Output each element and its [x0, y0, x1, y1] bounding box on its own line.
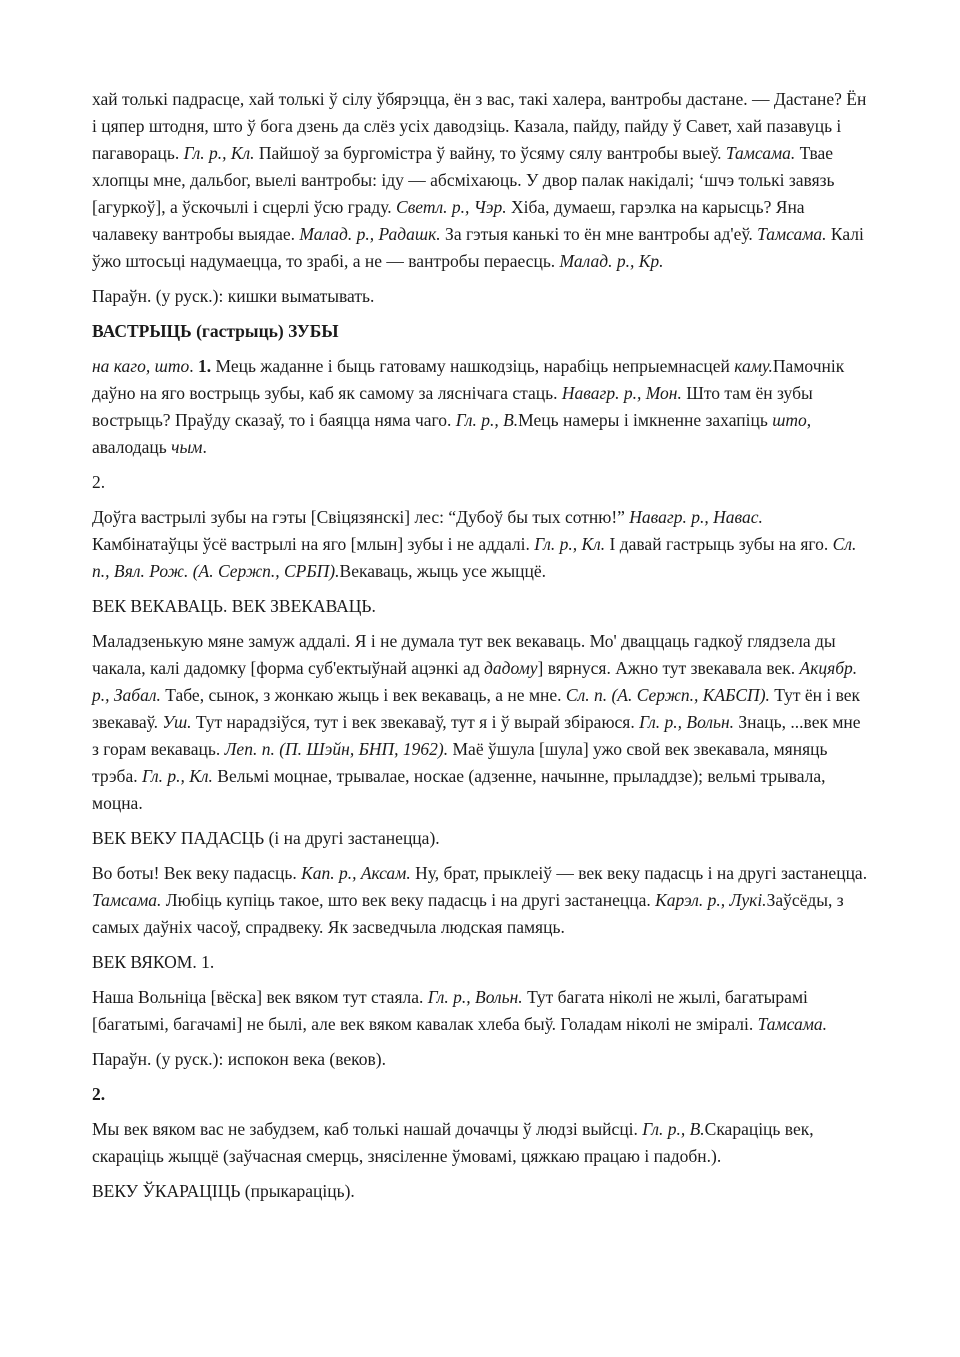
text-run: Малад. р., Радашк.	[299, 224, 441, 244]
text-run: За гэтыя канькі то ён мне вантробы ад'еў.	[440, 224, 758, 244]
text-run: ВАСТРЫЦЬ (гастрыць) ЗУБЫ	[92, 321, 339, 341]
text-run: Мець намеры і імкненне захапіць	[518, 410, 773, 430]
paragraph-meaning-1	[92, 353, 868, 461]
text-run: Табе, сынок, з жонкаю жыць і век векаваць, а не мне.	[160, 685, 566, 705]
text-run: Доўга вастрылі зубы на гэты [Свіцязянскі] лес: “Дубоў бы тых сотню!”	[92, 507, 630, 527]
text-run: Наша Вольніца [вёска] век вяком тут стаяла.	[92, 987, 428, 1007]
text-run: .	[189, 356, 198, 376]
text-run: , авалодаць	[92, 410, 812, 457]
text-run: Кап. р., Аксам.	[301, 863, 411, 883]
text-run: Калі ўжо штосьці надумаецца, то зрабі, а не — вантробы пераесць.	[92, 224, 864, 271]
text-run: Векаваць, жыць усе жыццё.	[339, 561, 547, 581]
text-run: Тут нарадзіўся, тут і век звекаваў, тут я і ў вырай збіраюся.	[191, 712, 640, 732]
text-run: ] вярнуся. Ажно тут звекавала век.	[537, 658, 800, 678]
text-run: ВЕКУ ЎКАРАЦІЦЬ (прыкараціць).	[92, 1181, 355, 1201]
text-run: Карэл. р., Лукі.	[655, 890, 767, 910]
phrase-heading-vek-vekavats	[92, 593, 868, 620]
paragraph-vek-vyakom-examples	[92, 984, 868, 1038]
paragraph-vek-vekavats-examples	[92, 628, 868, 817]
text-run: Ну, брат, прыклеіў — век веку падасць і на другі застанецца.	[410, 863, 868, 883]
text-run: 2.	[92, 1084, 106, 1104]
phrase-heading-veku-ukaratsits	[92, 1178, 868, 1205]
text-run: Гл. р., В.	[455, 410, 519, 430]
text-run: Знаць, ...век мне з горам векаваць.	[92, 712, 861, 759]
text-run: ВЕК ВЕКАВАЦЬ. ВЕК ЗВЕКАВАЦЬ.	[92, 596, 376, 616]
phrase-heading-vek-vyakom	[92, 949, 868, 976]
paragraph-vek-vyakom-2	[92, 1116, 868, 1170]
text-run: Уш.	[162, 712, 192, 732]
paragraph-vek-veku-padasts-examples	[92, 860, 868, 941]
document-content	[92, 86, 868, 1205]
text-run: дадому	[484, 658, 538, 678]
text-run: Тамсама.	[92, 890, 162, 910]
text-run: Камбінатаўцы ўсё вастрылі на яго [млын] зубы і не аддалі.	[92, 534, 535, 554]
paragraph-meaning-2-examples	[92, 504, 868, 585]
text-run: .	[202, 437, 207, 457]
compare-note-russian-1	[92, 283, 868, 310]
text-run: Навагр. р., Навас.	[629, 507, 763, 527]
text-run: Гл. р., Кл.	[183, 143, 255, 163]
text-run: ВЕК ВЯКОМ. 1.	[92, 952, 215, 972]
text-run: Параўн. (у руск.): кишки выматывать.	[92, 286, 375, 306]
text-run: Тут багата ніколі не жылі, багатырамі [багатымі, багачамі] не былі, але век вяком кавалак хлеба быў. Голадам ніколі не зміралі.	[92, 987, 808, 1034]
text-run: Сл. п., Вял. Рож. (А. Сержп., СРБП).	[92, 534, 857, 581]
text-run: каму.	[734, 356, 773, 376]
text-run: Тамсама.	[757, 224, 827, 244]
text-run: Малад. р., Кр.	[559, 251, 664, 271]
text-run: Гл. р., Вольн.	[639, 712, 735, 732]
text-run: Памочнік даўно на яго вострыць зубы, каб як самому за ляснічага стаць.	[92, 356, 845, 403]
text-run: Мець жаданне і быць гатоваму нашкодзіць, нарабіць непрыемнасцей	[211, 356, 735, 376]
section-number-2-bold	[92, 1081, 868, 1108]
text-run: Светл. р., Чэр.	[396, 197, 507, 217]
text-run: 2.	[92, 472, 106, 492]
text-run: Гл. р., Кл.	[534, 534, 606, 554]
text-run: Маё ўшула [шула] ужо свой век звекавала, мяняць трэба.	[92, 739, 828, 786]
compare-note-russian-2	[92, 1046, 868, 1073]
text-run: што	[772, 410, 807, 430]
text-run: Гл. р., Вольн.	[427, 987, 523, 1007]
paragraph-vantroby-examples	[92, 86, 868, 275]
text-run: Гл. р., В.	[642, 1119, 705, 1139]
text-run: Параўн. (у руск.): испокон века (веков).	[92, 1049, 386, 1069]
text-run: Во боты! Век веку падасць.	[92, 863, 302, 883]
text-run: на каго, што	[92, 356, 190, 376]
phrase-heading-vek-veku-padasts	[92, 825, 868, 852]
text-run: Тамсама.	[725, 143, 796, 163]
text-run: хай толькі падрасце, хай толькі ў сілу ўбярэцца, ён з вас, такі халера, вантробы дастане. — Дастане? Ён і цяпер штодня, што ў бога дзень да слёз усіх даводзіць. Казала, пайду, пайду ў Савет, хай пазавуць і пагавораць.	[92, 89, 867, 163]
text-run: Любіць купіць такое, што век веку падасць і на другі застанецца.	[161, 890, 656, 910]
text-run: Што там ён зубы вострыць? Праўду сказаў, то і баяцца няма чаго.	[92, 383, 813, 430]
text-run: Тамсама.	[757, 1014, 827, 1034]
text-run: Хіба, думаеш, гарэлка на карысць? Яна чалавеку вантробы выядае.	[92, 197, 805, 244]
text-run: Леп. п. (П. Шэйн, БНП, 1962).	[224, 739, 449, 759]
text-run: Пайшоў за бургомістра ў вайну, то ўсяму сялу вантробы выеў.	[254, 143, 726, 163]
text-run: Скараціць век, скараціць жыццё (заўчасная смерць, знясіленне ўмовамі, цяжкаю працаю і падобн.).	[92, 1119, 814, 1166]
text-run: Акцябр. р., Забал.	[92, 658, 858, 705]
text-run: Твае хлопцы мне, дальбог, выелі вантробы: іду — абсміхаюць. У двор палак накідалі; ‘шчэ толькі завязь [агуркоў], а ўскочылі і сцерлі ўсю граду.	[92, 143, 835, 217]
text-run: І давай гастрыць зубы на яго.	[605, 534, 833, 554]
text-run: Гл. р., Кл.	[141, 766, 213, 786]
text-run: Навагр. р., Мон.	[561, 383, 682, 403]
headword-vastryts-zuby	[92, 318, 868, 345]
text-run: Маладзенькую мяне замуж аддалі. Я і не думала тут век векаваць. Мо' дваццаць гадкоў глядзела ды чакала, калі дадомку [форма суб'ектыўнай ацэнкі ад	[92, 631, 836, 678]
text-run: Тут ён і век звекаваў.	[92, 685, 861, 732]
text-run: Сл. п. (А. Сержп., КАБСП).	[565, 685, 770, 705]
text-run: Мы век вяком вас не забудзем, каб толькі нашай дочачцы ў людзі выйсці.	[92, 1119, 643, 1139]
text-run: чым	[171, 437, 203, 457]
text-run: Заўсёды, з самых даўніх часоў, спрадвеку. Як засведчыла людская памяць.	[92, 890, 844, 937]
text-run: ВЕК ВЕКУ ПАДАСЦЬ (і на другі застанецца).	[92, 828, 440, 848]
section-number-2	[92, 469, 868, 496]
text-run: Вельмі моцнае, трывалае, носкае (адзенне, начынне, прыладдзе); вельмі трывала, моцна.	[92, 766, 826, 813]
text-run: 1.	[197, 356, 212, 376]
